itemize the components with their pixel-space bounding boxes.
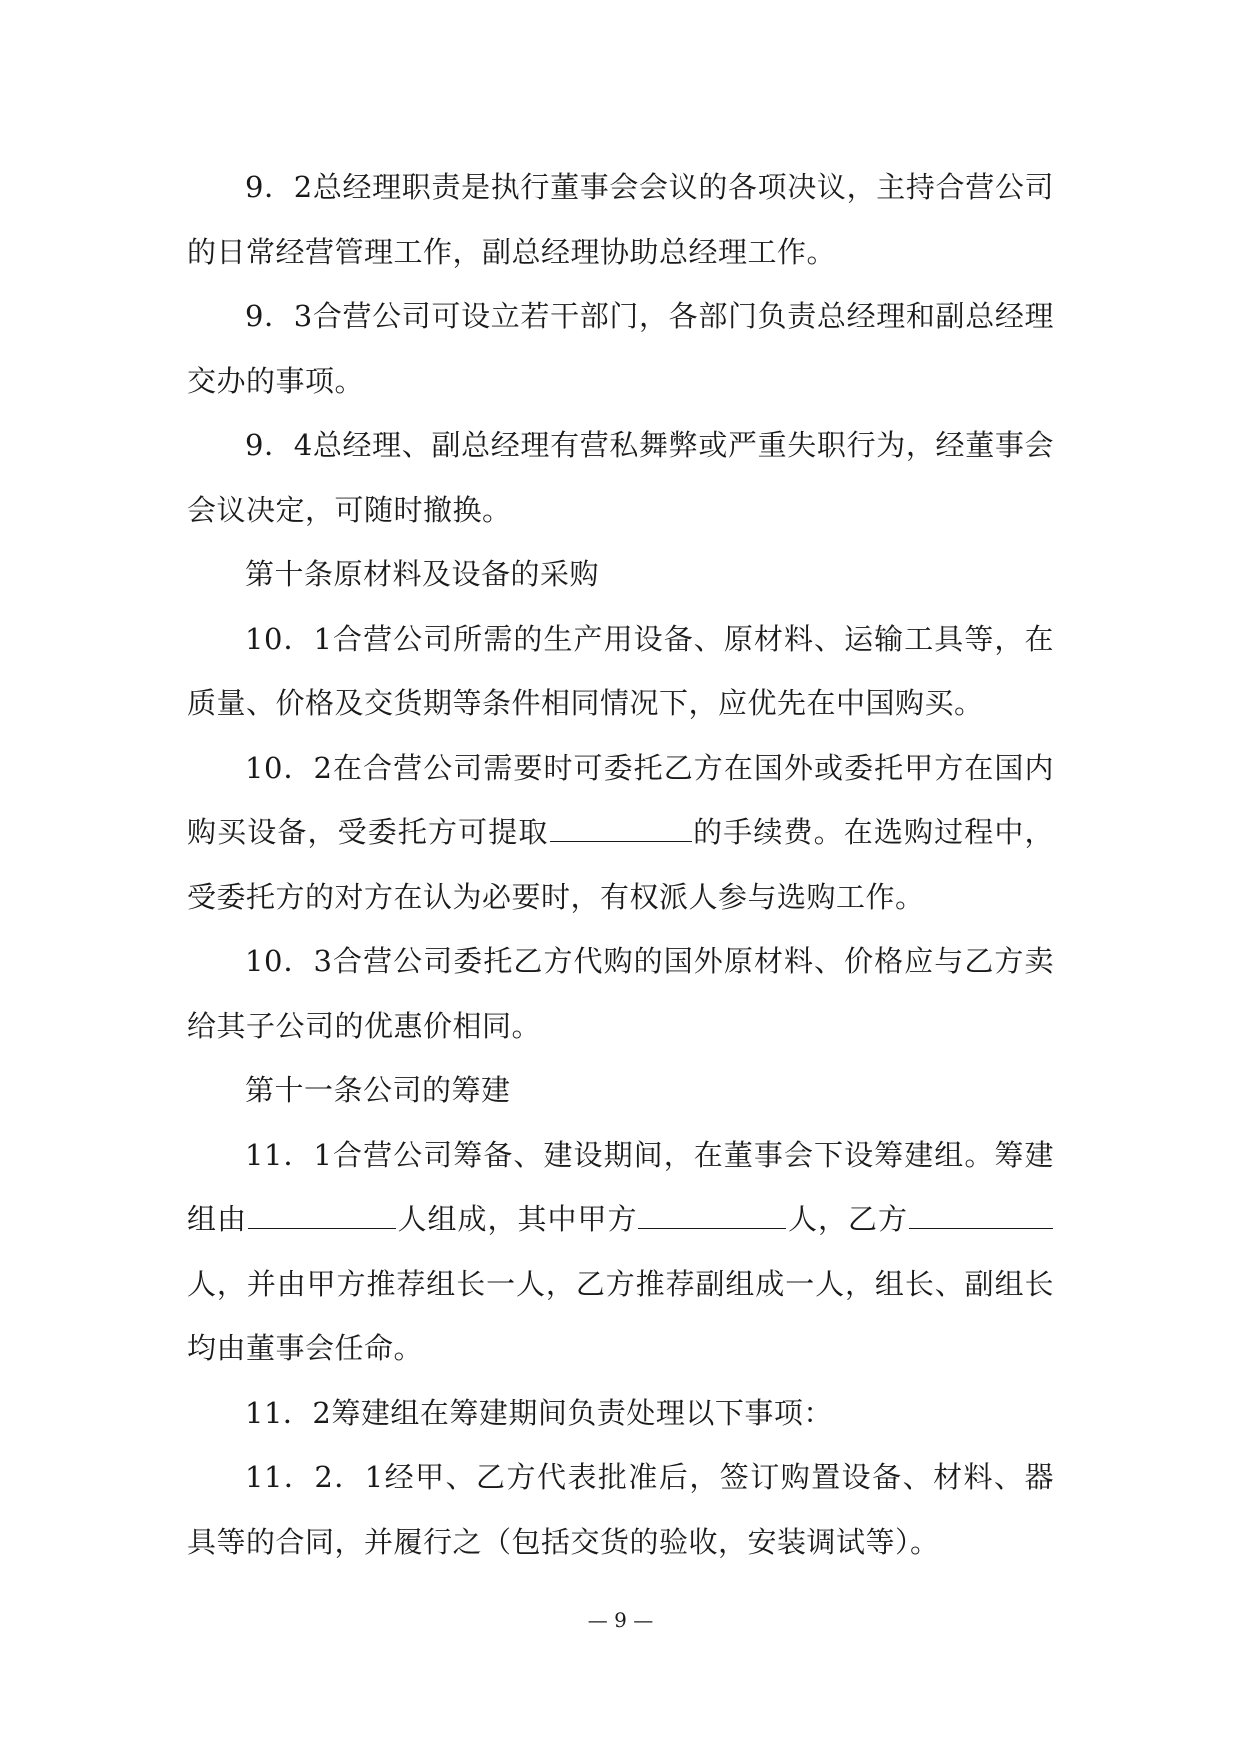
paragraph-11-1-text-d: 人，并由甲方推荐组长一人，乙方推荐副组成一人，组长、副组长均由董事会任命。 — [187, 1266, 1054, 1365]
paragraph-9-2: 9．2总经理职责是执行董事会会议的各项决议，主持合营公司的日常经营管理工作，副总经理协助总经理工作。 — [187, 170, 1054, 269]
group-size-blank — [248, 1199, 396, 1229]
paragraph-11-1 — [187, 1123, 1054, 1381]
paragraph-11-1-text-b: 人组成，其中甲方 — [397, 1202, 638, 1236]
paragraph-11-2-1: 11．2．1经甲、乙方代表批准后，签订购置设备、材料、器具等的合同，并履行之（包括交货的验收，安装调试等）。 — [187, 1460, 1054, 1559]
paragraph-10-3: 10．3合营公司委托乙方代购的国外原材料、价格应与乙方卖给其子公司的优惠价相同。 — [187, 944, 1054, 1043]
paragraph-9-3: 9．3合营公司可设立若干部门，各部门负责总经理和副总经理交办的事项。 — [187, 299, 1054, 398]
paragraph-11-1-text-c: 人，乙方 — [787, 1202, 908, 1236]
paragraph-10-2-text-a: 10．2在合营公司需要时可委托乙方在国外或委托甲方在国内购买设备，受委托方可提取 — [187, 750, 1054, 849]
page-number: — 9 — — [587, 1608, 654, 1632]
document-body — [187, 155, 1054, 1574]
paragraph-10-1: 10．1合营公司所需的生产用设备、原材料、运输工具等，在质量、价格及交货期等条件相同情况下，应优先在中国购买。 — [187, 621, 1054, 720]
fee-blank — [550, 812, 692, 842]
paragraph-11-2: 11．2筹建组在筹建期间负责处理以下事项： — [245, 1395, 833, 1430]
article-11-heading: 第十一条公司的筹建 — [245, 1073, 511, 1107]
party-b-count-blank — [909, 1199, 1053, 1229]
paragraph-11-1-text-a: 11．1合营公司筹备、建设期间，在董事会下设筹建组。筹建组由 — [187, 1137, 1054, 1236]
party-a-count-blank — [638, 1199, 786, 1229]
paragraph-10-2-text-b: 的手续费。在选购过程中，受委托方的对方在认为必要时，有权派人参与选购工作。 — [187, 815, 1054, 914]
article-10-heading: 第十条原材料及设备的采购 — [245, 557, 600, 591]
paragraph-9-4: 9．4总经理、副总经理有营私舞弊或严重失职行为，经董事会会议决定，可随时撤换。 — [187, 428, 1054, 527]
paragraph-10-2 — [187, 736, 1054, 930]
